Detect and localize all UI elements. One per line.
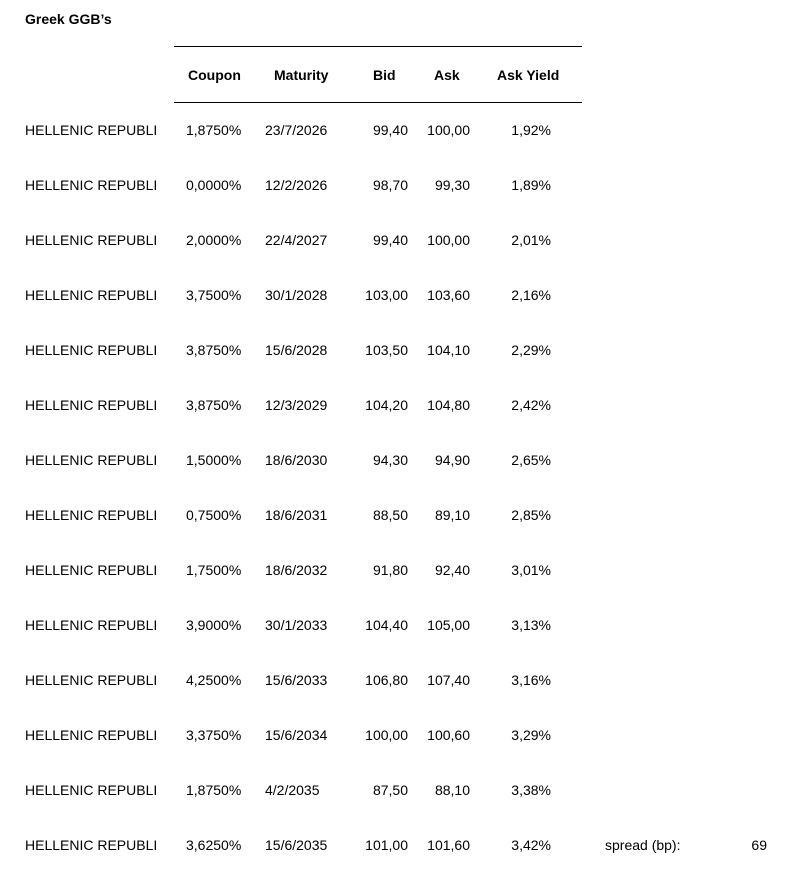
ask-cell: 101,60	[427, 837, 470, 853]
coupon-cell: 0,0000%	[186, 177, 242, 193]
bid-cell: 87,50	[372, 782, 408, 798]
bond-table-body	[0, 121, 803, 891]
table-row	[0, 506, 803, 561]
ask-yield-cell: 2,16%	[511, 287, 551, 303]
column-header-bid: Bid	[373, 67, 396, 83]
bond-name-cell: HELLENIC REPUBLI	[25, 837, 158, 853]
ask-cell: 105,00	[427, 617, 470, 633]
ask-yield-cell: 3,38%	[511, 782, 551, 798]
maturity-cell: 18/6/2032	[265, 562, 328, 578]
ask-yield-cell: 2,29%	[511, 342, 551, 358]
ask-cell: 100,00	[427, 232, 470, 248]
ask-yield-cell: 3,42%	[511, 837, 551, 853]
bid-cell: 98,70	[372, 177, 408, 193]
coupon-cell: 1,8750%	[186, 782, 242, 798]
bid-cell: 99,40	[372, 232, 408, 248]
table-row	[0, 121, 803, 176]
bid-cell: 103,00	[365, 287, 408, 303]
maturity-cell: 12/3/2029	[265, 397, 328, 413]
maturity-cell: 15/6/2028	[265, 342, 328, 358]
coupon-cell: 2,0000%	[186, 232, 242, 248]
column-header-coupon: Coupon	[188, 67, 241, 83]
page-title: Greek GGB’s	[25, 11, 112, 27]
ask-yield-cell: 1,92%	[511, 122, 551, 138]
coupon-cell: 3,9000%	[186, 617, 242, 633]
coupon-cell: 3,6250%	[186, 837, 242, 853]
coupon-cell: 1,8750%	[186, 122, 242, 138]
bond-name-cell: HELLENIC REPUBLI	[25, 672, 158, 688]
maturity-cell: 15/6/2034	[265, 727, 328, 743]
column-header-ask: Ask	[434, 67, 460, 83]
bond-name-cell: HELLENIC REPUBLI	[25, 782, 158, 798]
bond-name-cell: HELLENIC REPUBLI	[25, 617, 158, 633]
bid-cell: 100,00	[365, 727, 408, 743]
bid-cell: 104,40	[365, 617, 408, 633]
table-row	[0, 671, 803, 726]
coupon-cell: 0,7500%	[186, 507, 242, 523]
table-row	[0, 396, 803, 451]
maturity-cell: 12/2/2026	[265, 177, 328, 193]
ask-yield-cell: 3,16%	[511, 672, 551, 688]
table-row	[0, 341, 803, 396]
maturity-cell: 4/2/2035	[265, 782, 320, 798]
ask-cell: 99,30	[434, 177, 470, 193]
bid-cell: 104,20	[365, 397, 408, 413]
table-row	[0, 836, 803, 891]
ask-yield-cell: 2,42%	[511, 397, 551, 413]
bond-name-cell: HELLENIC REPUBLI	[25, 287, 158, 303]
table-row	[0, 726, 803, 781]
ask-cell: 107,40	[427, 672, 470, 688]
coupon-cell: 4,2500%	[186, 672, 242, 688]
table-row	[0, 176, 803, 231]
bond-name-cell: HELLENIC REPUBLI	[25, 342, 158, 358]
maturity-cell: 15/6/2035	[265, 837, 328, 853]
coupon-cell: 3,8750%	[186, 342, 242, 358]
ask-yield-cell: 2,01%	[511, 232, 551, 248]
table-row	[0, 451, 803, 506]
maturity-cell: 22/4/2027	[265, 232, 328, 248]
ask-cell: 104,80	[427, 397, 470, 413]
ask-cell: 103,60	[427, 287, 470, 303]
header-bottom-rule	[174, 102, 582, 103]
bid-cell: 99,40	[372, 122, 408, 138]
bond-name-cell: HELLENIC REPUBLI	[25, 177, 158, 193]
maturity-cell: 15/6/2033	[265, 672, 328, 688]
ask-cell: 94,90	[434, 452, 470, 468]
coupon-cell: 3,3750%	[186, 727, 242, 743]
ask-cell: 89,10	[434, 507, 470, 523]
bid-cell: 94,30	[372, 452, 408, 468]
ask-cell: 92,40	[434, 562, 470, 578]
maturity-cell: 30/1/2028	[265, 287, 328, 303]
ask-yield-cell: 1,89%	[511, 177, 551, 193]
bid-cell: 91,80	[372, 562, 408, 578]
ask-yield-cell: 3,29%	[511, 727, 551, 743]
table-row	[0, 616, 803, 671]
bid-cell: 88,50	[372, 507, 408, 523]
table-row	[0, 781, 803, 836]
ask-cell: 100,00	[427, 122, 470, 138]
bond-name-cell: HELLENIC REPUBLI	[25, 397, 158, 413]
ask-cell: 104,10	[427, 342, 470, 358]
bond-name-cell: HELLENIC REPUBLI	[25, 562, 158, 578]
table-row	[0, 561, 803, 616]
ask-yield-cell: 3,01%	[511, 562, 551, 578]
coupon-cell: 1,7500%	[186, 562, 242, 578]
bid-cell: 101,00	[365, 837, 408, 853]
bond-name-cell: HELLENIC REPUBLI	[25, 232, 158, 248]
maturity-cell: 18/6/2031	[265, 507, 328, 523]
ask-cell: 100,60	[427, 727, 470, 743]
table-row	[0, 231, 803, 286]
coupon-cell: 3,8750%	[186, 397, 242, 413]
bond-name-cell: HELLENIC REPUBLI	[25, 452, 158, 468]
spread-label: spread (bp):	[605, 837, 681, 853]
maturity-cell: 23/7/2026	[265, 122, 328, 138]
table-row	[0, 286, 803, 341]
ask-cell: 88,10	[434, 782, 470, 798]
header-top-rule	[174, 46, 582, 47]
bond-name-cell: HELLENIC REPUBLI	[25, 507, 158, 523]
column-header-ask-yield: Ask Yield	[497, 67, 560, 83]
maturity-cell: 18/6/2030	[265, 452, 328, 468]
coupon-cell: 1,5000%	[186, 452, 242, 468]
coupon-cell: 3,7500%	[186, 287, 242, 303]
bid-cell: 103,50	[365, 342, 408, 358]
spread-value: 69	[751, 837, 767, 853]
ask-yield-cell: 2,65%	[511, 452, 551, 468]
bond-name-cell: HELLENIC REPUBLI	[25, 727, 158, 743]
ask-yield-cell: 3,13%	[511, 617, 551, 633]
bond-name-cell: HELLENIC REPUBLI	[25, 122, 158, 138]
column-header-maturity: Maturity	[274, 67, 329, 83]
ask-yield-cell: 2,85%	[511, 507, 551, 523]
bid-cell: 106,80	[365, 672, 408, 688]
maturity-cell: 30/1/2033	[265, 617, 328, 633]
